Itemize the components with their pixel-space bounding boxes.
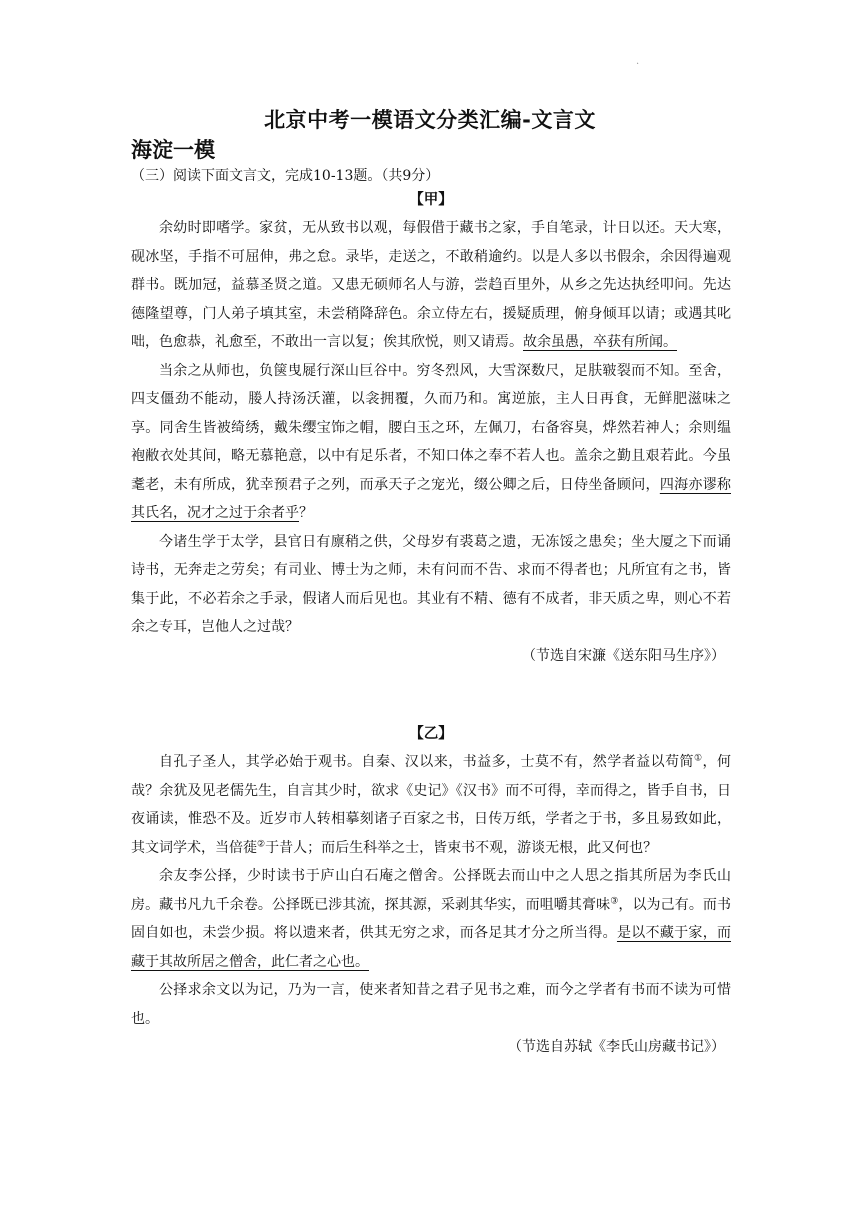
passage-yi-heading: 【乙】 [409, 725, 453, 742]
footnote-marker: ② [257, 838, 266, 849]
question-instruction: （三）阅读下面文言文，完成10-13题。（共9分） [131, 168, 440, 184]
passage-jia-paragraph-2 [131, 357, 731, 528]
paragraph-text: ，何哉？余犹及见老儒先生，自言其少时，欲求《史记》《汉书》而不可得，幸而得之，皆手自书，日夜诵读，惟恐不及。近岁市人转相摹刻诸子百家之书，日传万纸，学者之于书，多且易致如此，其文词学术，当倍蓰 [131, 754, 732, 856]
passage-yi-source: （节选自苏轼《李氏山房藏书记》） [508, 1039, 725, 1055]
underlined-sentence: 是以不藏于家，而藏于其故所居之僧舍，此仁者之心也。 [131, 925, 732, 970]
passage-yi-paragraph-1 [131, 748, 731, 862]
corner-mark: . [636, 56, 640, 67]
passage-yi-paragraph-2 [131, 862, 731, 976]
paragraph-text: ，以为己有。而书固自如也，未尝少损。将以遗来者，供其无穷之求，而各足其才分之所当得。 [131, 896, 732, 941]
underlined-sentence: 故余虽愚，卒获有所闻。 [523, 334, 677, 350]
paragraph-text: 余友李公择，少时读书于庐山白石庵之僧舍。公择既去而山中之人思之指其所居为李氏山房。藏书凡九千余卷。公择既已涉其流，探其源，采剥其华实，而咀嚼其膏味 [131, 868, 731, 913]
paragraph-text: ？ [299, 505, 313, 521]
passage-yi-paragraph-3: 公择求余文以为记，乃为一言，使来者知昔之君子见书之难，而今之学者有书而不读为可惜也。 [131, 982, 731, 1027]
underlined-sentence: 四海亦谬称其氏名，况才之过于余者乎 [131, 476, 731, 521]
passage-yi [131, 720, 731, 1061]
section-heading: 海淀一模 [131, 138, 215, 162]
paragraph-text: 于昔人；而后生科举之士，皆束书不观，游谈无根，此又何也？ [265, 839, 658, 856]
passage-jia-source: （节选自宋濂《送东阳马生序》） [522, 647, 725, 664]
paragraph-text: 当余之从师也，负箧曳屣行深山巨谷中。穷冬烈风，大雪深数尺，足肤皲裂而不知。至舍，四支僵劲不能动，媵人持汤沃灌，以衾拥覆，久而乃和。寓逆旅，主人日再食，无鲜肥滋味之享。同舍生皆被绮绣，戴朱缨宝饰之帽，腰白玉之环，左佩刀，右备容臭，烨然若神人；余则缊袍敝衣处其间，略无慕艳意，以中有足乐者，不知口体之奉不若人也。盖余之勤且艰若此。今虽耄老，未有所成，犹幸预君子之列，而承天子之宠光，缀公卿之后，日侍坐备顾问， [131, 362, 731, 493]
passage-jia [131, 186, 731, 670]
paragraph-text: 余幼时即嗜学。家贫，无从致书以观，每假借于藏书之家，手自笔录，计日以还。天大寒，砚冰坚，手指不可屈伸，弗之怠。录毕，走送之，不敢稍逾约。以是人多以书假余，余因得遍观群书。既加冠，益慕圣贤之道。又患无硕师名人与游，尝趋百里外，从乡之先达执经叩问。先达德隆望尊，门人弟子填其室，未尝稍降辞色。余立侍左右，援疑质理，俯身倾耳以请；或遇其叱咄，色愈恭，礼愈至，不敢出一言以复；俟其欣悦，则又请焉。 [131, 220, 731, 350]
footnote-marker: ③ [610, 895, 619, 906]
document-title: 北京中考一模语文分类汇编-文言文 [264, 108, 596, 132]
paragraph-text: 自孔子圣人，其学必始于观书。自秦、汉以来，书益多，士莫不有，然学者益以苟简 [159, 754, 695, 770]
footnote-marker: ① [694, 753, 703, 764]
passage-jia-paragraph-1 [131, 214, 731, 357]
passage-jia-paragraph-3: 今诸生学于太学，县官日有廪稍之供，父母岁有裘葛之遗，无冻馁之患矣；坐大厦之下而诵诗书，无奔走之劳矣；有司业、博士为之师，未有问而不告、求而不得者也；凡所宜有之书，皆集于此，不必若余之手录，假诸人而后见也。其业有不精、德有不成者，非天质之卑，则心不若余之专耳，岂他人之过哉？ [131, 533, 731, 635]
passage-jia-heading: 【甲】 [409, 191, 453, 208]
